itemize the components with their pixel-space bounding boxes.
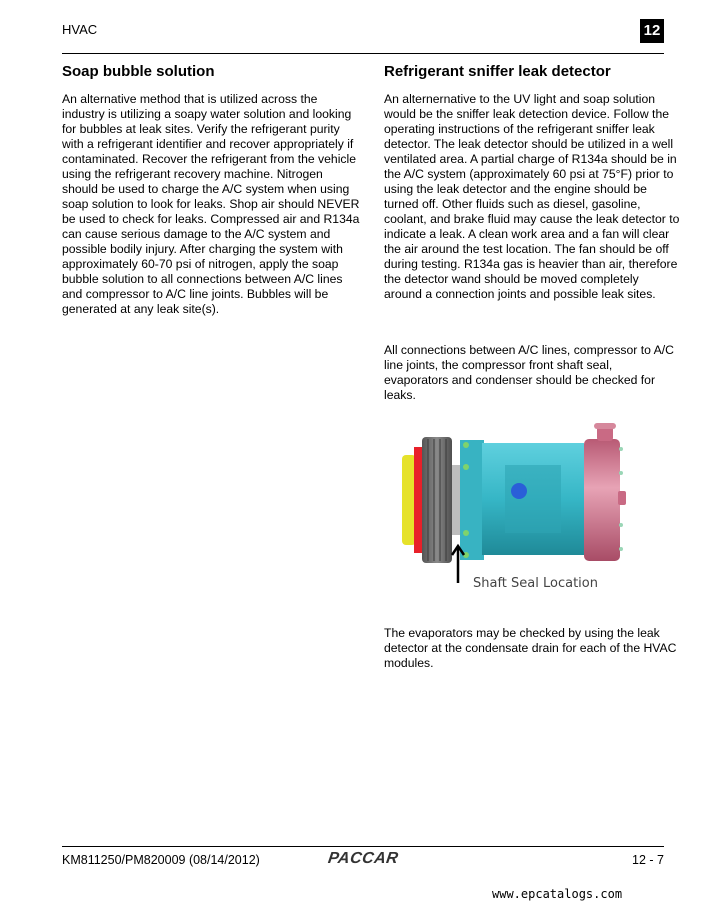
front-head bbox=[460, 440, 484, 560]
paccar-logo: PACCAR bbox=[326, 850, 400, 867]
clutch-ring-red bbox=[414, 447, 422, 553]
sniffer-paragraph-2: All connections between A/C lines, compressor to A/C line joints, the compressor front shaft seal, evaporators and condenser should be checked for leaks. bbox=[384, 343, 674, 402]
pulley bbox=[422, 437, 452, 563]
shaft-seal-arrow-icon bbox=[452, 546, 464, 583]
chapter-badge: 12 bbox=[640, 19, 664, 43]
port-icon bbox=[511, 483, 527, 499]
clutch-plate-yellow bbox=[402, 455, 416, 545]
footer-divider bbox=[62, 846, 664, 847]
sniffer-paragraph-1: An alternernative to the UV light and soap solution would be the sniffer leak detection device. Follow the operating instructions of the refrigerant sniffer leak detector. The leak detector should be utilized in a well ventilated area. A partial charge of R134a should be in the A/C system (approximately 60 psi at 75°F) prior to using the leak detector and the engine should be turned off. Other fluids such as diesel, gasoline, coolant, and brake fluid may cause the leak detector to indicate a leak. A clean work area and a fan will clear the air around the test location. The fan should be off during testing. R134a gas is heavier than air, therefore the detector wand should be moved completely around a connection joints and possible leak sites. bbox=[384, 92, 680, 301]
rear-head bbox=[584, 439, 620, 561]
soap-bubble-paragraph: An alternative method that is utilized across the industry is utilizing a soapy water solution and looking for bubbles at leak sites. Verify the refrigerant purity with a refrigerant identifier and recover appropriately if contaminated. Recover the refrigerant from the vehicle using the refrigerant recovery machine. Nitrogen should be used to charge the A/C system when using soap solution to look for leaks. Shop air should NEVER be used to check for leaks. Compressed air and R134a can cause serious damage to the A/C system and possible bodily injury. After charging the system with approximately 60-70 psi of nitrogen, apply the soap bubble solution to all connections between A/C lines and compressor to A/C line joints. Bubbles will be generated at any leak site(s). bbox=[62, 92, 360, 316]
section-label: HVAC bbox=[62, 22, 98, 37]
page-number: 12 - 7 bbox=[632, 853, 664, 867]
sniffer-paragraph-3: The evaporators may be checked by using the leak detector at the condensate drain for each of the HVAC modules. bbox=[384, 626, 677, 670]
sniffer-heading: Refrigerant sniffer leak detector bbox=[384, 63, 611, 80]
watermark-link[interactable]: www.epcatalogs.com bbox=[492, 887, 623, 901]
document-id: KM811250/PM820009 (08/14/2012) bbox=[62, 853, 260, 867]
shaft-seal-caption: Shaft Seal Location bbox=[473, 576, 598, 591]
compressor-figure bbox=[392, 415, 660, 615]
compressor-illustration bbox=[392, 415, 660, 615]
soap-bubble-heading: Soap bubble solution bbox=[62, 63, 215, 80]
header-divider bbox=[62, 53, 664, 54]
